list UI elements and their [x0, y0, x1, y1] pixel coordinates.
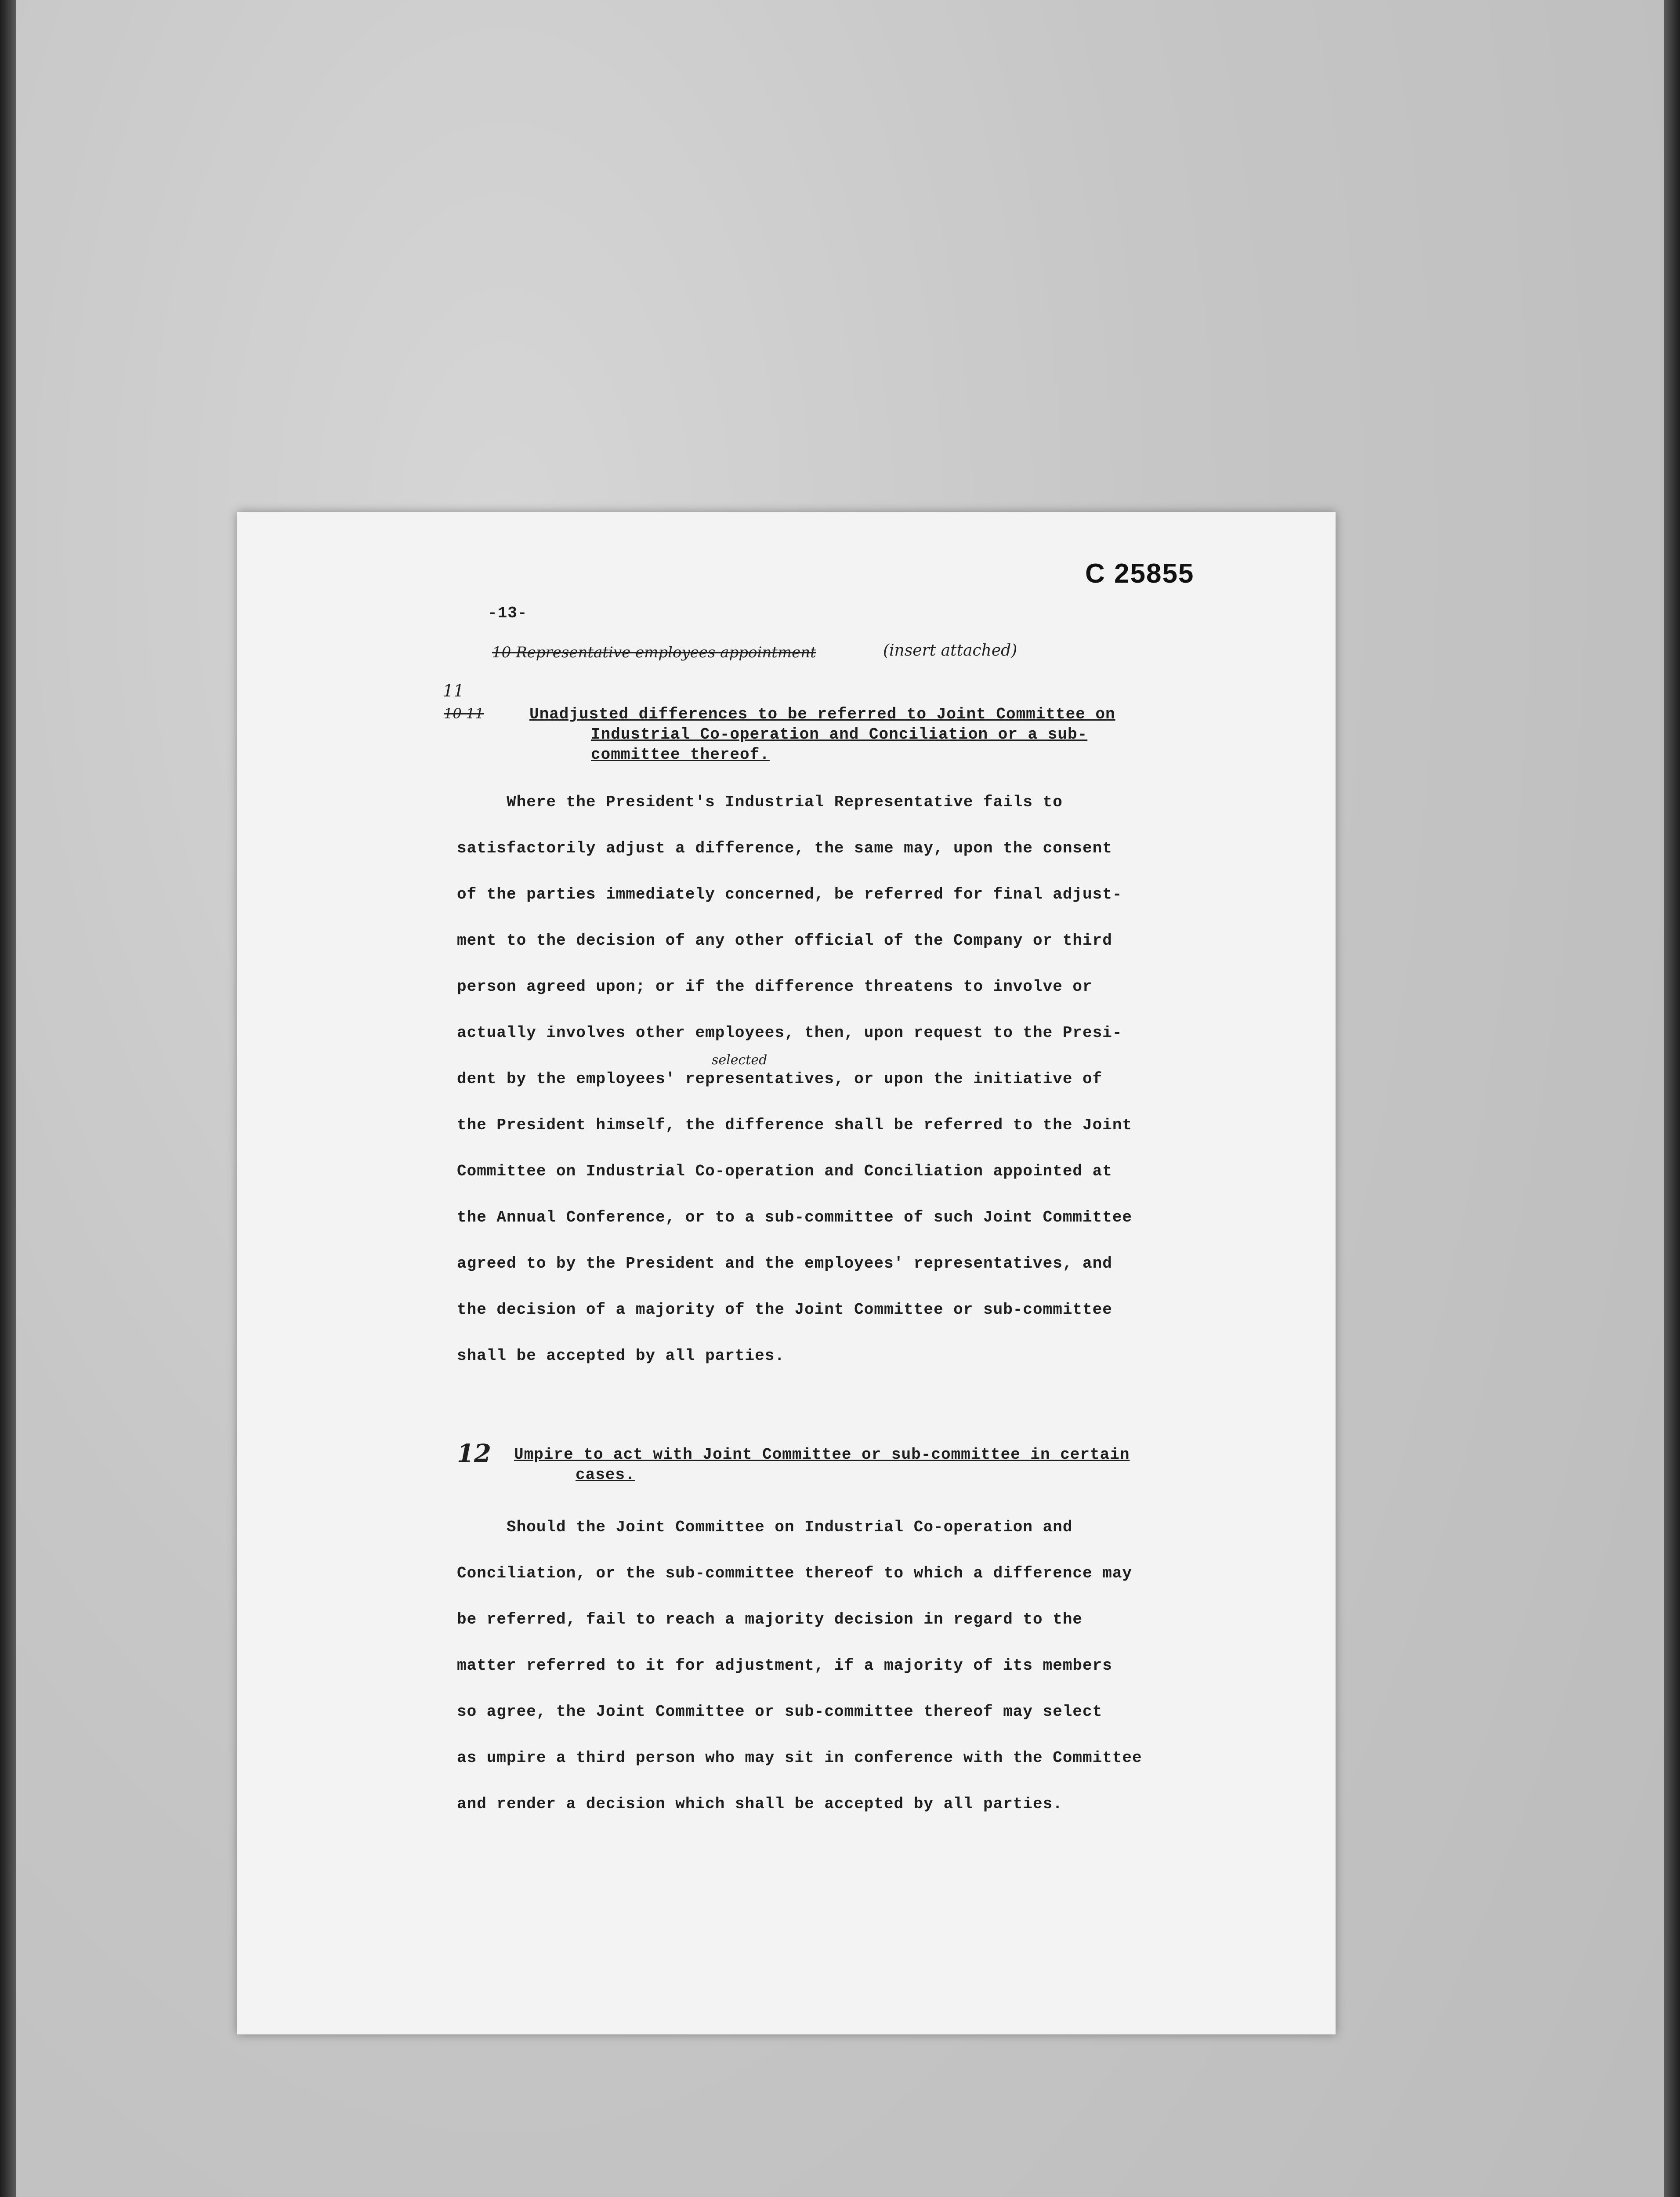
- section-12-body-line: Conciliation, or the sub-committee thereof to which a difference may: [457, 1564, 1133, 1582]
- section-11-body-line: Committee on Industrial Co-operation and Conciliation appointed at: [457, 1162, 1112, 1180]
- page-number: -13-: [488, 604, 528, 622]
- section-12-body-line: as umpire a third person who may sit in conference with the Committee: [457, 1749, 1142, 1767]
- document-page: [237, 512, 1336, 2034]
- handwritten-insert-note: (insert attached): [883, 642, 1017, 660]
- section-12-body-line: Should the Joint Committee on Industrial Co-operation and: [457, 1518, 1073, 1536]
- section-11-heading-line-2: Industrial Co-operation and Conciliation or a sub-: [591, 725, 1088, 743]
- reference-number: C 25855: [1085, 558, 1195, 589]
- section-11-heading-line-1: Unadjusted differences to be referred to Joint Committee on: [529, 705, 1115, 723]
- section-11-body-line: shall be accepted by all parties.: [457, 1347, 785, 1365]
- section-12-body-line: matter referred to it for adjustment, if a majority of its members: [457, 1657, 1112, 1675]
- section-12-heading-line-1: Umpire to act with Joint Committee or sub-committee in certain: [514, 1446, 1130, 1464]
- film-edge-right: [1664, 0, 1680, 2197]
- section-11-body-line: Where the President's Industrial Representative fails to: [457, 793, 1063, 811]
- section-12-body-line: be referred, fail to reach a majority decision in regard to the: [457, 1610, 1083, 1628]
- section-11-body-line: of the parties immediately concerned, be referred for final adjust-: [457, 885, 1122, 903]
- handwritten-insert-word: selected: [712, 1052, 768, 1068]
- handwritten-struck-note: 10 Representative employees appointment: [492, 644, 816, 661]
- section-12-handwritten-number: 12: [457, 1439, 491, 1468]
- film-edge-left: [0, 0, 16, 2197]
- section-11-old-number: 10 11: [444, 705, 484, 722]
- section-11-body-line: actually involves other employees, then, upon request to the Presi-: [457, 1024, 1122, 1042]
- section-11-body-line: dent by the employees' representatives, or upon the initiative of: [457, 1070, 1103, 1088]
- section-12-body-line: so agree, the Joint Committee or sub-committee thereof may select: [457, 1703, 1103, 1721]
- section-11-body-line: person agreed upon; or if the difference threatens to involve or: [457, 978, 1093, 996]
- section-11-body-line: the Annual Conference, or to a sub-committee of such Joint Committee: [457, 1208, 1133, 1226]
- section-12-body-line: and render a decision which shall be accepted by all parties.: [457, 1795, 1063, 1813]
- section-11-body-line: agreed to by the President and the employees' representatives, and: [457, 1254, 1112, 1273]
- section-11-body-line: ment to the decision of any other official of the Company or third: [457, 932, 1112, 950]
- section-11-body-line: satisfactorily adjust a difference, the same may, upon the consent: [457, 839, 1112, 857]
- section-11-body-line: the decision of a majority of the Joint Committee or sub-committee: [457, 1301, 1112, 1319]
- section-11-heading-line-3: committee thereof.: [591, 746, 770, 764]
- section-12-heading-line-2: cases.: [576, 1466, 635, 1484]
- section-11-body-line: the President himself, the difference shall be referred to the Joint: [457, 1116, 1133, 1134]
- section-11-handwritten-number: 11: [443, 681, 464, 700]
